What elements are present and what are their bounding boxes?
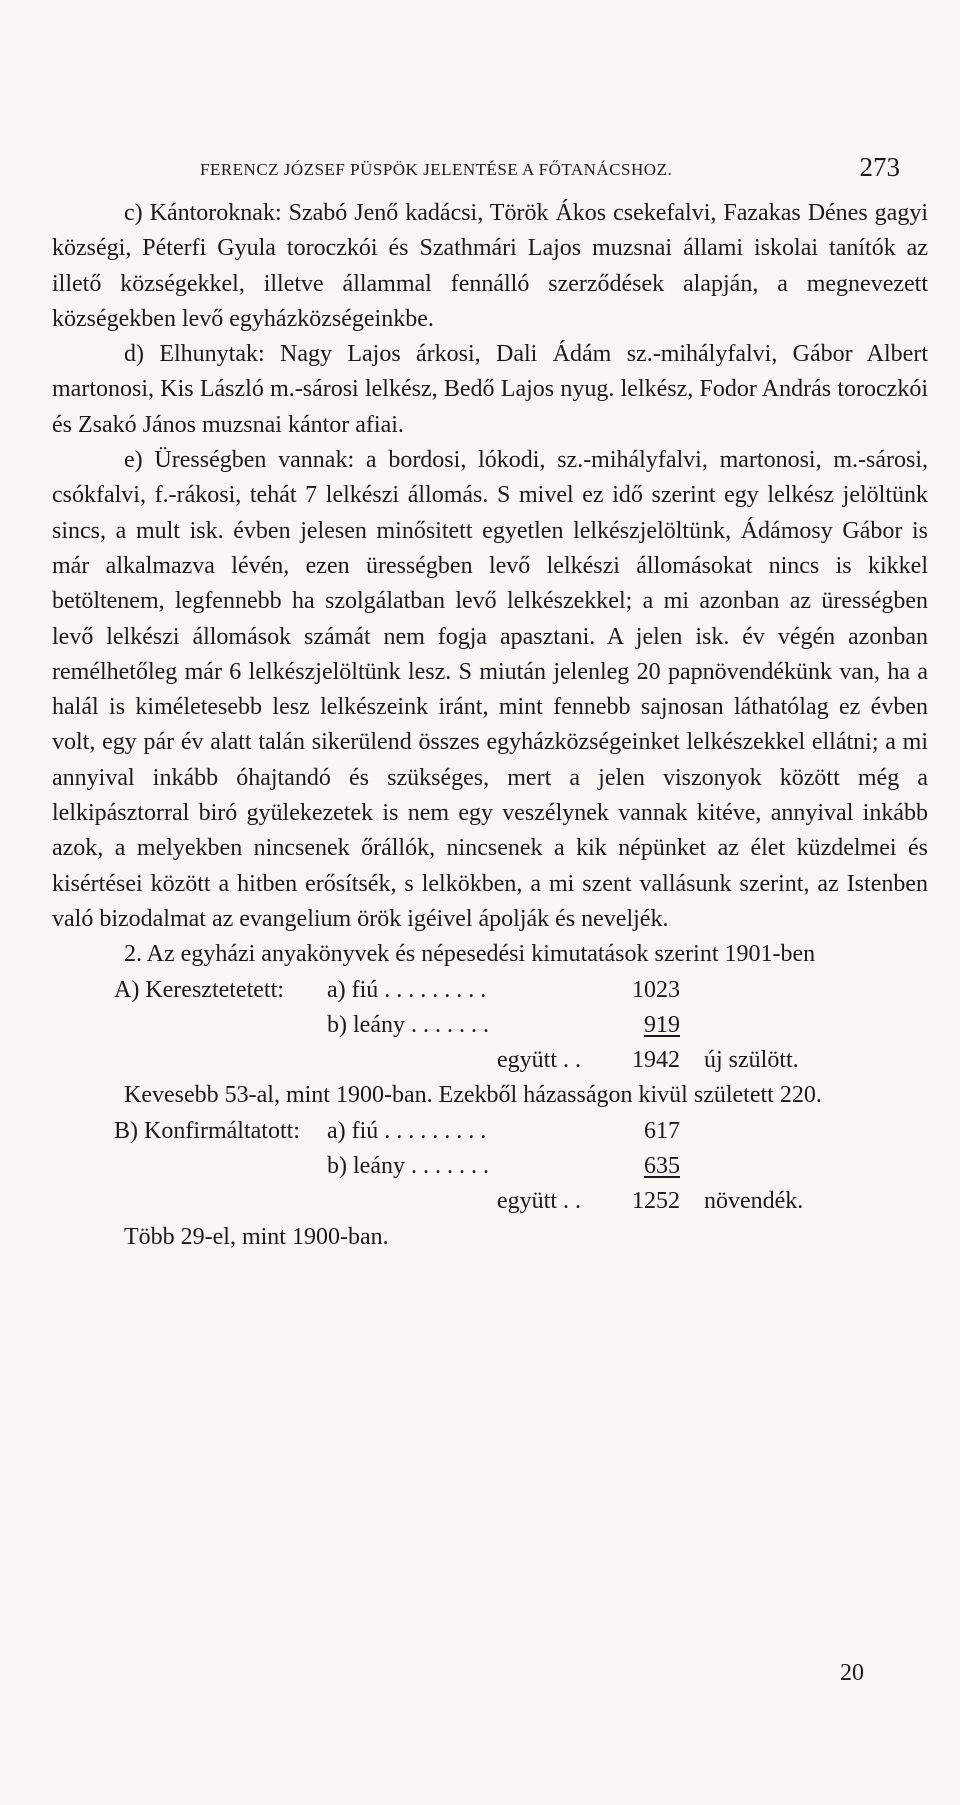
tally-total-value: 1252	[632, 1188, 680, 1215]
tally-total-value: 1942	[632, 1047, 680, 1074]
page-body	[52, 196, 928, 1255]
tally-value: 919	[644, 1011, 680, 1038]
signature-mark: 20	[840, 1660, 864, 1686]
tally-confirmed	[52, 1114, 928, 1220]
paragraph-e: e) Ürességben vannak: a bordosi, lókodi, sz.-mihályfalvi, martonosi, m.-sárosi, csókfalvi, f.-rákosi, tehát 7 lelkészi állomás. S mivel ez idő szerint egy lelkész jelöltünk sincs, a mult isk. évben jelesen minősitett egyetlen lelkészjelöltünk, Ádámosy Gábor is már alkalmazva lévén, ezen ürességben levő lelkészi állomásokat nincs is kikkel betöltenem, legfennebb ha szolgálatban levő lelkészekkel; a mi azonban az ürességben levő lelkészi állomások számát nem fogja apasztani. A jelen isk. év végén azonban remélhetőleg már 6 lelkészjelöltünk lesz. S miután jelenleg 20 papnövendékünk van, ha a halál is kiméletesebb lesz lelkészeink iránt, mint fennebb sajnosan láthatólag ez évben volt, egy pár év alatt talán sikerülend összes egyházközségeinket lelkészekkel ellátni; a mi annyival inkább óhajtandó és szükséges, mert a jelen viszonyok között még a lelkipásztorral biró gyülekezetek is nem egy veszélynek vannak kitéve, annyival inkább azok, a melyekben nincsenek őrállók, nincsenek a kik népünket az élet küzdelmei és kisértései között a hitben erősítsék, s lelkökben, a mi szent vallásunk szerint, az Istenben való bizodalmat az evangelium örök igéivel ápolják és neveljék.	[52, 447, 928, 932]
tally-total-label: együtt . .	[497, 1047, 581, 1074]
note-baptized: Kevesebb 53-al, mint 1900-ban. Ezekből házasságon kivül született 220.	[124, 1082, 822, 1109]
paragraph-c: c) Kántoroknak: Szabó Jenő kadácsi, Török Ákos csekefalvi, Fazakas Dénes gagyi községi, Péterfi Gyula toroczkói és Szathmári Lajos muzsnai állami iskolai tanítók az illető községekkel, illetve állammal fennálló szerződések alapján, a megnevezett községekben levő egyházközségeinkbe.	[52, 200, 928, 332]
tally-value: 1023	[632, 976, 680, 1003]
tally-label: B) Konfirmáltatott:	[114, 1117, 300, 1144]
tally-baptized	[52, 973, 928, 1079]
paragraph-d: d) Elhunytak: Nagy Lajos árkosi, Dali Ádám sz.-mihályfalvi, Gábor Albert martonosi, Kis László m.-sárosi lelkész, Bedő Lajos nyug. lelkész, Fodor András toroczkói és Zsakó János muzsnai kántor afiai.	[52, 341, 928, 438]
paragraph-2: 2. Az egyházi anyakönyvek és népesedési kimutatások szerint 1901-ben	[124, 941, 816, 968]
running-title: FERENCZ JÓZSEF PÜSPÖK JELENTÉSE A FŐTANÁCSHOZ.	[200, 160, 673, 179]
page-number: 273	[859, 152, 900, 182]
tally-total-unit: növendék.	[704, 1188, 804, 1215]
tally-label: A) Keresztetetett:	[114, 976, 284, 1003]
tally-value: 617	[644, 1117, 680, 1144]
tally-value: 635	[644, 1153, 680, 1180]
running-header	[200, 152, 900, 182]
tally-row-label: b) leány . . . . . . .	[327, 1011, 489, 1038]
tally-total-label: együtt . .	[497, 1188, 581, 1215]
note-confirmed: Több 29-el, mint 1900-ban.	[124, 1223, 389, 1250]
tally-row-label: a) fiú . . . . . . . . .	[327, 1117, 487, 1144]
tally-row-label: b) leány . . . . . . .	[327, 1153, 489, 1180]
tally-row-label: a) fiú . . . . . . . . .	[327, 976, 487, 1003]
tally-total-unit: új szülött.	[704, 1047, 799, 1074]
